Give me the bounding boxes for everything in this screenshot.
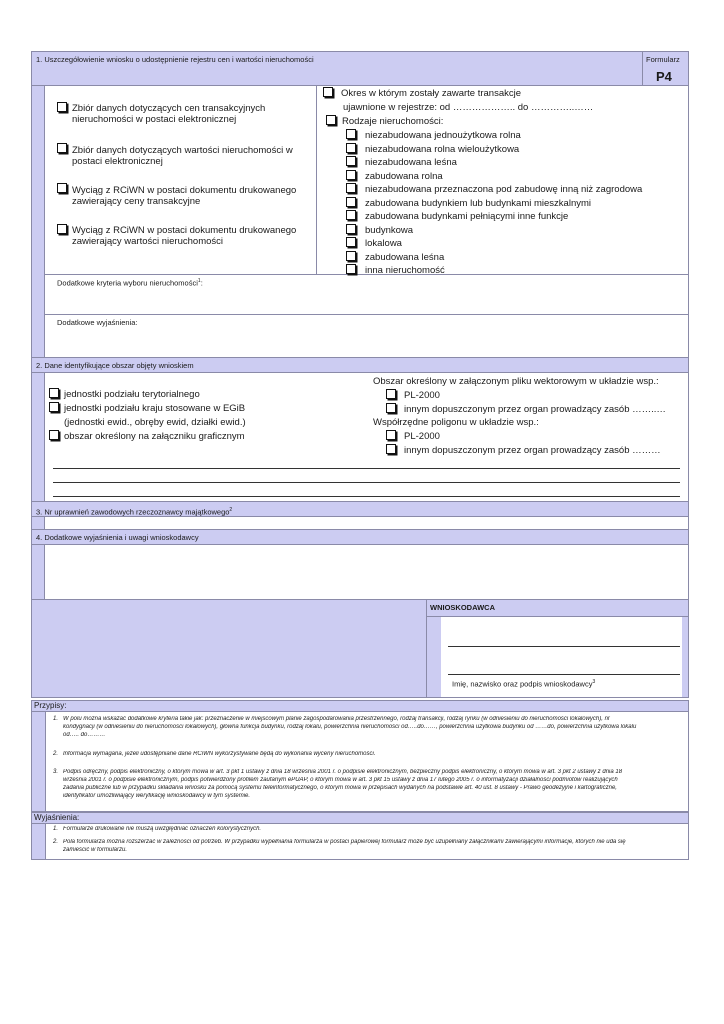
section3-left-strip — [32, 517, 44, 529]
checkbox-property-type[interactable] — [346, 143, 356, 153]
property-type-label: niezabudowana przeznaczona pod zabudowę inną niż zagrodowa — [365, 184, 643, 195]
vector-pl2000-label: PL-2000 — [404, 390, 440, 401]
property-type-label: budynkowa — [365, 224, 414, 236]
note-text-line: Informacja wymagana, jeżeli udostępniane dane RCiWN wykorzystywane będą do wykonania wyceny nieruchomości. — [63, 750, 376, 757]
footnotes-left-strip — [32, 712, 45, 811]
note-number: 1. — [53, 716, 59, 722]
explanations-title: Wyjaśnienia: — [34, 813, 80, 822]
checkbox-property-type[interactable] — [346, 224, 356, 234]
checkbox-vector-pl2000[interactable] — [386, 389, 396, 399]
explanations-left-strip — [32, 824, 45, 859]
egib-units-label: jednostki podziału kraju stosowane w EGiB — [64, 403, 246, 414]
checkbox-territorial-units[interactable] — [49, 388, 59, 398]
section2-write-line-3[interactable] — [53, 496, 680, 497]
checkbox-option-4[interactable] — [57, 224, 67, 234]
option-4-label: Wyciąg z RCiWN w postaci dokumentu drukowanego zawierający wartości nieruchomości — [72, 225, 297, 247]
property-type-label: niezabudowana leśna — [365, 157, 457, 168]
property-type-label: inna nieruchomość — [365, 265, 445, 276]
note-text-line: od….. do……… — [63, 732, 106, 739]
section4-title: 4. Dodatkowe wyjaśnienia i uwagi wnioskodawcy — [36, 533, 199, 542]
section2-title: 2. Dane identyfikujące obszar objęty wnioskiem — [36, 361, 194, 370]
checkbox-vector-other[interactable] — [386, 403, 396, 413]
note-number: 1. — [53, 826, 59, 832]
property-type-label: niezabudowana rolna wieloużytkowa — [365, 143, 520, 155]
extra-criteria-label: Dodatkowe kryteria wyboru nieruchomości$^1$: — [57, 278, 203, 288]
explanations-header — [32, 813, 688, 823]
note-text-line: Podpis odręczny, podpis elektroniczny, o którym mowa w art. 3 pkt 1 ustawy z dnia 18 września 2001 r. o podpisie elektronicznym, bezpieczny podpis elektroniczny, o którym mowa w art. 3 pkt 2 ustawy z dnia 18 — [63, 768, 623, 775]
property-type-label: zabudowana budynkiem lub budynkami mieszkalnymi — [365, 197, 592, 209]
section3-header: 3. Nr uprawnień zawodowych rzeczoznawcy majątkowego$^2$ — [32, 502, 688, 516]
section4-header — [32, 530, 688, 544]
note-number: 2. — [53, 750, 59, 757]
applicant-signature-line-1[interactable] — [448, 646, 680, 647]
section4-left-strip — [32, 545, 44, 599]
checkbox-graphic-attachment[interactable] — [49, 430, 59, 440]
note-number: 2. — [53, 839, 59, 846]
section4-input[interactable] — [45, 545, 688, 599]
checkbox-property-type[interactable] — [346, 197, 356, 207]
section3-title: 3. Nr uprawnień zawodowych rzeczoznawcy majątkowego — [36, 507, 230, 517]
note-text-line: Formularze drukowane nie muszą uwzględniać oznaczeń kolorystycznych. — [63, 826, 262, 832]
footnotes-header — [32, 701, 688, 711]
egib-units-note: (jednostki ewid., obręby ewid, działki ewid.) — [64, 417, 246, 428]
section1-title: 1. Uszczegółowienie wniosku o udostępnienie rejestru cen i wartości nieruchomości — [36, 55, 314, 64]
option-3-label: Wyciąg z RCiWN w postaci dokumentu drukowanego zawierający ceny transakcyjne — [72, 185, 297, 207]
checkbox-property-type[interactable] — [346, 264, 356, 274]
polygon-other-label: innym dopuszczonym przez organ prowadzący zasób ……… — [404, 445, 661, 456]
checkbox-property-type[interactable] — [346, 156, 356, 166]
checkbox-property-type[interactable] — [346, 170, 356, 180]
applicant-left-area — [32, 600, 426, 697]
checkbox-property-type[interactable] — [346, 210, 356, 220]
section1-header — [32, 52, 642, 85]
period-label: Okres w którym zostały zawarte transakcje — [341, 88, 522, 99]
applicant-signature-caption: Imię, nazwisko oraz podpis wnioskodawcy$^3$ — [452, 679, 596, 689]
property-type-label: zabudowana rolna — [365, 170, 443, 182]
checkbox-option-3[interactable] — [57, 183, 67, 193]
graphic-attachment-label: obszar określony na załączniku graficznym — [64, 431, 245, 442]
section2-header — [32, 358, 688, 372]
checkbox-property-types[interactable] — [326, 115, 336, 125]
option-1-label: Zbiór danych dotyczących cen transakcyjnych nieruchomości w postaci elektronicznej — [72, 103, 266, 125]
section2-left-strip — [32, 373, 44, 501]
section3-input[interactable] — [45, 517, 688, 529]
property-type-label: niezabudowana jednoużytkowa rolna — [365, 130, 521, 141]
section2-write-line-2[interactable] — [53, 482, 680, 483]
polygon-label: Współrzędne poligonu w układzie wsp.: — [373, 417, 539, 428]
checkbox-property-type[interactable] — [346, 237, 356, 247]
note-text-line: zadania publiczne lub w przypadku składania wniosku za pomocą systemu teleinformatycznego, o którym mowa w przepisach wydanych na podstawie art. 40 ust. 8 ustawy - Prawo geodezyjne i kartograficzne, — [63, 785, 617, 792]
note-number: 3. — [53, 768, 59, 775]
checkbox-property-type[interactable] — [346, 183, 356, 193]
territorial-units-label: jednostki podziału terytorialnego — [64, 389, 200, 400]
property-type-label: zabudowana budynkami pełniącymi inne funkcje — [365, 211, 569, 222]
checkbox-property-type[interactable] — [346, 129, 356, 139]
checkbox-option-2[interactable] — [57, 143, 67, 153]
applicant-far-right-strip — [682, 617, 688, 697]
vector-file-label: Obszar określony w załączonym pliku wektorowym w układzie wsp.: — [373, 376, 659, 387]
applicant-title: WNIOSKODAWCA — [430, 603, 495, 612]
form-code: P4 — [656, 69, 672, 84]
note-text-line: września 2001 r. o podpisie elektronicznym, podpis potwierdzony profilem zaufanym ePUAP, o którym mowa w art. 3 pkt 15 ustawy z dnia 17 lutego 2005 r. o informatyzacji działalności podmiotów realizujących — [63, 777, 618, 783]
checkbox-egib-units[interactable] — [49, 402, 59, 412]
checkbox-polygon-pl2000[interactable] — [386, 430, 396, 440]
note-text-line: Pola formularza można rozszerzać w zależności od potrzeb. W przypadku wypełniania formularza w postaci papierowej formularz może być uzupełniany załącznikami zawierającymi informacje, których nie uda się — [63, 839, 626, 846]
note-text-line: identyfikator umożliwiający weryfikację wnioskodawcy w tym systemie. — [63, 793, 251, 800]
section2-write-line-1[interactable] — [53, 468, 680, 469]
footnotes-title: Przypisy: — [34, 701, 67, 710]
vector-other-label: innym dopuszczonym przez organ prowadzący zasób ……..… — [404, 404, 666, 415]
note-text-line: W polu można wskazać dodatkowe kryteria takie jak: przeznaczenie w miejscowym planie zagospodarowania przestrzennego, rodzaj transakcji, rodzaj rynku (w odniesieniu do nieruchomości lokalowych), nr — [63, 716, 610, 722]
checkbox-polygon-other[interactable] — [386, 444, 396, 454]
form-label: Formularz — [646, 55, 680, 64]
left-margin-strip — [32, 86, 44, 358]
polygon-pl2000-label: PL-2000 — [404, 431, 440, 442]
note-text-line: kondygnacji (w odniesieniu do nieruchomości lokalowych), główna funkcja budynku, rodzaj lokalu, powierzchnia nieruchomości od…..do……, powierzchnia użytkowa budynku od ……do, powierzchnia użytkowa lokalu — [63, 724, 637, 731]
checkbox-option-1[interactable] — [57, 102, 67, 112]
checkbox-property-type[interactable] — [346, 251, 356, 261]
option-2-label: Zbiór danych dotyczących wartości nieruchomości w postaci elektronicznej — [72, 145, 293, 167]
property-type-label: lokalowa — [365, 238, 402, 249]
applicant-right-strip — [427, 617, 441, 697]
period-line[interactable]: ujawnione w rejestrze: od ……………….. do …………..…… — [343, 102, 594, 113]
note-text-line: zamieścić w formularzu. — [63, 847, 128, 854]
applicant-signature-line-2[interactable] — [448, 674, 680, 675]
property-type-label: zabudowana leśna — [365, 251, 445, 263]
checkbox-period[interactable] — [323, 87, 333, 97]
extra-explanations-label: Dodatkowe wyjaśnienia: — [57, 318, 138, 327]
property-types-label: Rodzaje nieruchomości: — [342, 116, 444, 127]
